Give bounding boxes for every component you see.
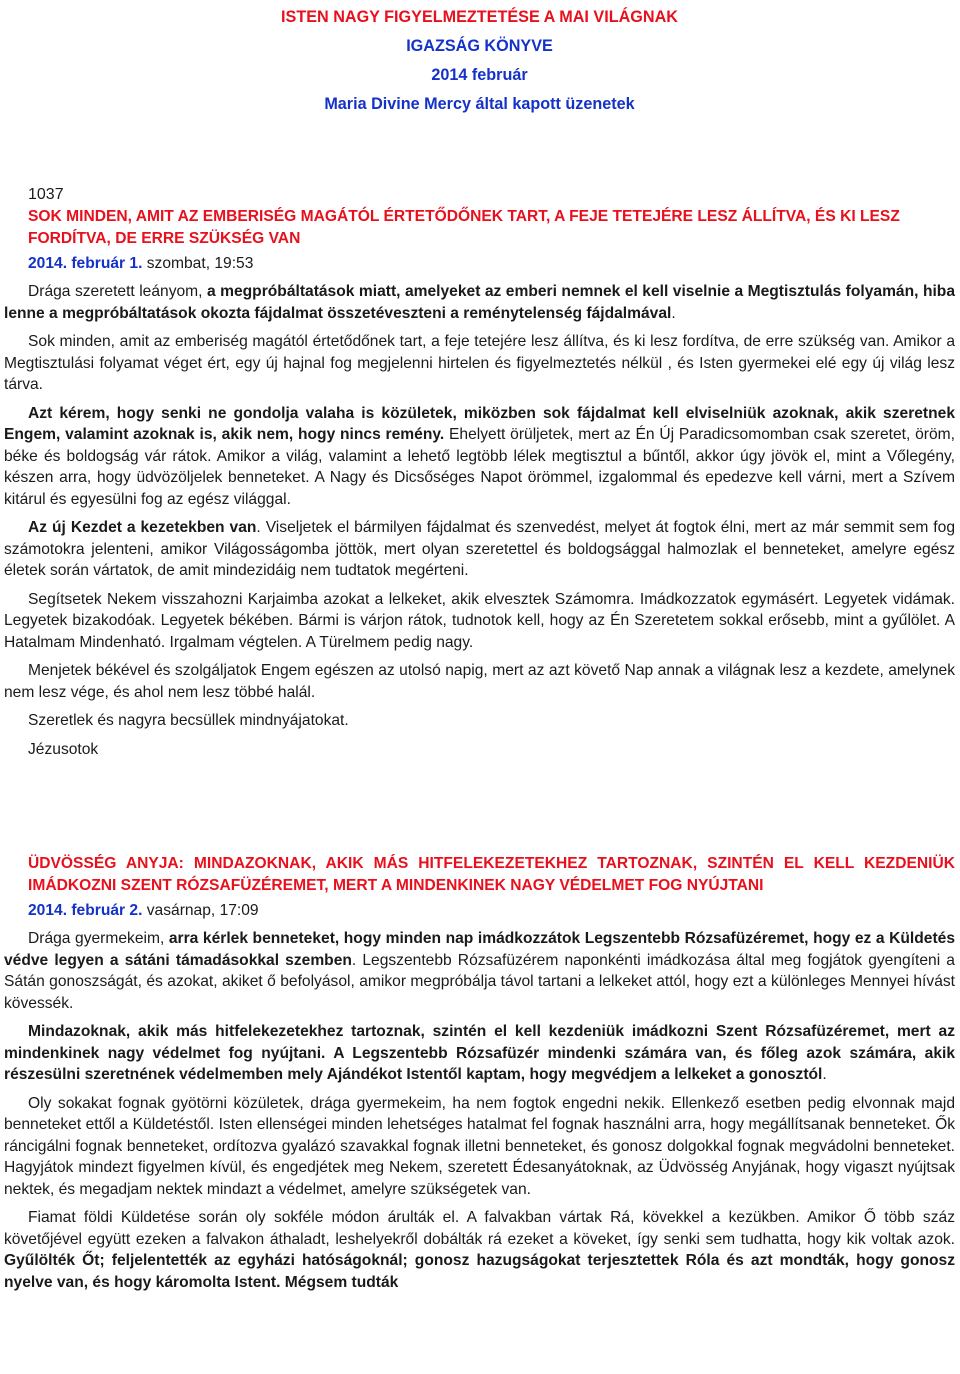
message-title-text: SOK MINDEN, AMIT AZ EMBERISÉG MAGÁTÓL ÉRTETŐDŐNEK TART, A FEJE TETEJÉRE LESZ ÁLLÍTVA, ÉS KI LESZ FORDÍTVA, DE ERRE SZÜKSÉG VAN (28, 208, 900, 247)
message-date-day: 2014. február 2. (28, 902, 143, 919)
paragraph (4, 403, 955, 511)
header-month: 2014 február (431, 66, 528, 84)
paragraph-emphasis: arra kérlek benneteket, hogy minden nap imádkozzátok Legszentebb Rózsafüzéremet, hogy ez a Küldetés védve legyen a sátáni támadásokkal szemben (4, 930, 956, 969)
paragraph (4, 1207, 955, 1293)
signature: Jézusotok (28, 740, 99, 758)
paragraph-emphasis: Az új Kezdet a kezetekben van (28, 519, 257, 536)
message-date (28, 900, 955, 922)
paragraph: Sok minden, amit az emberiség magától értetődőnek tart, a feje tetejére lesz állítva, és ki lesz fordítva, de erre szükség van. Amikor a Megtisztulási folyamat véget ért, egy új hajnal fog megjelenni hirtelen és figyelmeztetés nélkül , és Isten gyermekei elé egy új világ lesz tárva. (4, 333, 955, 393)
paragraph-text: Drága gyermekeim, (28, 930, 169, 947)
message-date-time: vasárnap, 17:09 (142, 902, 259, 919)
paragraph (4, 928, 955, 1014)
paragraph: Menjetek békével és szolgáljatok Engem egészen az utolsó napig, mert az azt követő Nap annak a világnak lesz a kezdete, amelynek nem lesz vége, és ahol nem lesz többé halál. (4, 662, 955, 701)
message-date-day: 2014. február 1. (28, 255, 143, 272)
paragraph: Oly sokakat fognak gyötörni közületek, drága gyermekeim, ha nem fogtok engedni nekik. Ellenkező esetben pedig elvonnak majd benneteket ettől a Küldetéstől. Isten ellenségei minden lehetséges hatalmat fel fognak használni arra, hogy megállítsanak benneteket. Ők ráncigálni fognak benneteket, ordítozva gyalázó szavakkal fognak illetni benneteket, és gonosz dolgokkal fognak megvádolni benneteket. Hagyjátok mindezt figyelmen kívül, és engedjétek meg Nekem, szeretett Édesanyátoknak, az Üdvösség Anyjának, hogy vigaszt nyújtsak nektek, és megadjam nektek mindazt a védelmet, amelyre szükségetek van. (4, 1094, 955, 1198)
message-date-time: szombat, 19:53 (142, 255, 254, 272)
paragraph-emphasis: a megpróbáltatások miatt, amelyeket az emberi nemnek el kell viselnie a Megtisztulás folyamán, hiba lenne a megpróbáltatások okozta fájdalmat összetéveszteni a reménytelenség fájdalmával (4, 283, 955, 322)
paragraph: Szeretlek és nagyra becsüllek mindnyájatokat. (28, 712, 349, 729)
paragraph (4, 281, 955, 324)
header-book-title: IGAZSÁG KÖNYVE (406, 37, 553, 55)
paragraph-text: . Viseljetek el bármilyen fájdalmat és szenvedést, melyet át fogtok élni, mert az már semmit sem fog számotokra jelenteni, amikor Világosságomba jöttök, mert olyan szeretettel és boldogsággal halmozlak el benneteket, amelyre egész életek során vártatok, de amit mindezidáig nem tudtatok megérteni. (4, 519, 955, 579)
header-subtitle: Maria Divine Mercy által kapott üzenetek (324, 95, 635, 113)
paragraph-emphasis: Mindazoknak, akik más hitfelekezetekhez tartoznak, szintén el kell kezdeniük imádkozni Szent Rózsafüzéremet, mert az mindenkinek nagy védelmet fog nyújtani. A Legszentebb Rózsafüzér mindenki számára van, és főleg azok számára, akik részesülni szeretnének védelmemben mely Ajándékot Istentől kaptam, hogy megvédjem a lelkeket a gonosztól (4, 1023, 955, 1083)
paragraph: Segítsetek Nekem visszahozni Karjaimba azokat a lelkeket, akik elvesztek Számomra. Imádkozzatok egymásért. Legyetek vidámak. Legyetek bizakodóak. Legyetek békében. Bármi is várjon rátok, tudnotok kell, hogy az Én Szeretetem sokkal erősebb, mint a gyűlölet. A Hatalmam Mindenható. Irgalmam végtelen. A Türelmem pedig nagy. (4, 590, 955, 651)
paragraph-emphasis: Gyűlölték Őt; feljelentették az egyházi hatóságoknál; gonosz hazugságokat terjesztettek Róla és azt mondták, hogy gonosz nyelve van, és hogy káromolta Istent. Mégsem tudták (4, 1252, 955, 1291)
paragraph-text: Fiamat földi Küldetése során oly sokféle módon árulták el. A falvakban vártak Rá, kövekkel a kezükben. Amikor Ő több száz követőjével együtt ezeken a falvakon áthaladt, leshelyekről dobálták rá ezeket a köveket, így senki sem tudhatta, hogy kik voltak azok. (4, 1209, 955, 1248)
paragraph-text: . Legszentebb Rózsafüzérem naponkénti imádkozása által meg fogjátok gyengíteni a Sátán gonoszságát, és azokat, akiket ő befolyásol, amikor megpróbálja távol tartani a lelkeket attól, hogy ezt a különleges Mennyei hívást kövessék. (4, 951, 955, 1012)
message-title (28, 206, 955, 249)
message-date (28, 253, 955, 275)
paragraph (4, 517, 955, 582)
paragraph-text: Ehelyett örüljetek, mert az Én Új Paradicsomomban csak szeretet, öröm, béke és boldogság vár rátok. Amikor a világ, valamint a lehető legtöbb lélek megtisztul a bűntől, akkor úgy jövök el, mint a Vőlegény, készen arra, hogy üdvözöljelek benneteket. A Nagy és Dicsőséges Napot örömmel, izgalommal és epedezve kell várni, mert a Szívem kitárul és egyesülni fog az egész világgal. (4, 426, 955, 508)
message-title: ÜDVÖSSÉG ANYJA: MINDAZOKNAK, AKIK MÁS HITFELEKEZETEKHEZ TARTOZNAK, SZINTÉN EL KELL KEZDENIÜK IMÁDKOZNI SZENT RÓZSAFÜZÉREMET, MERT A MINDENKINEK NAGY VÉDELMET FOG NYÚJTANI (28, 855, 955, 894)
paragraph-emphasis: Azt kérem, hogy senki ne gondolja valaha is közületek, miközben sok fájdalmat kell elviselniük azoknak, akik szeretnek Engem, valamint azoknak is, akik nem, hogy nincs remény. (4, 404, 955, 443)
message-number: 1037 (28, 186, 64, 203)
header-title: ISTEN NAGY FIGYELMEZTETÉSE A MAI VILÁGNAK (281, 8, 678, 26)
document-page (4, 0, 955, 1300)
paragraph-text: . (671, 304, 676, 322)
message-2 (4, 853, 955, 1293)
message-1 (4, 184, 955, 760)
paragraph (4, 1021, 955, 1086)
paragraph-text: . (822, 1066, 827, 1083)
paragraph-text: Drága szeretett leányom, (28, 283, 207, 300)
